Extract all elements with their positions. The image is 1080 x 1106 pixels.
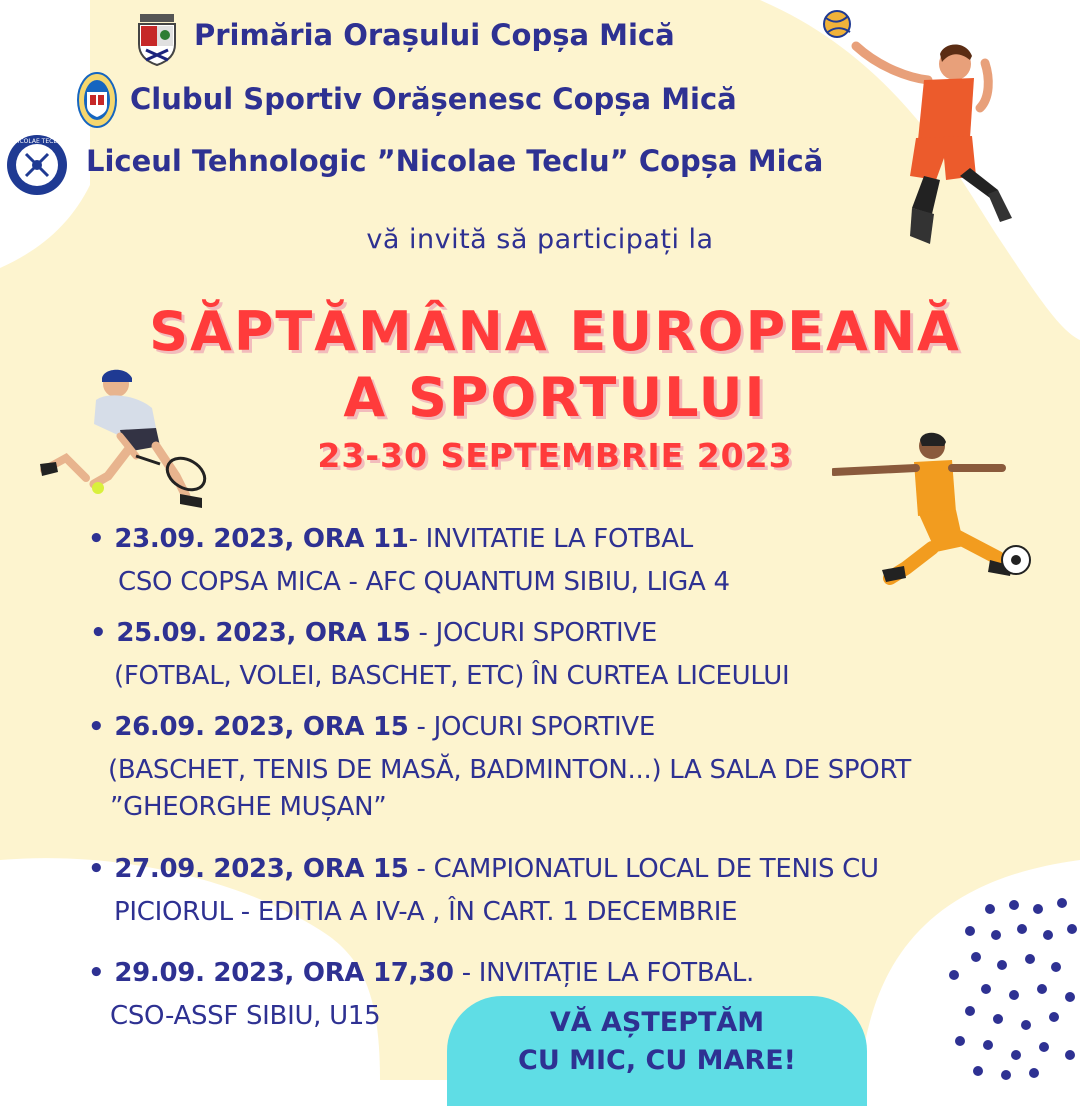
event-detail: (FOTBAL, VOLEI, BASCHET, ETC) ÎN CURTEA LICEULUI — [114, 661, 790, 691]
invite-text: vă invită să participați la — [366, 224, 714, 255]
event-date: 29.09. 2023, ORA 17,30 — [114, 958, 454, 988]
event-detail: ”GHEORGHE MUȘAN” — [110, 792, 387, 822]
event-date: 26.09. 2023, ORA 15 — [114, 712, 409, 742]
title-line2: A SPORTULUI — [343, 366, 767, 429]
bullet: • — [88, 524, 105, 554]
event-date: 23.09. 2023, ORA 11 — [114, 524, 409, 554]
cta-line1: VĂ AȘTEPTĂM — [549, 1007, 765, 1038]
volleyball-player-icon — [820, 8, 1020, 253]
bullet: • — [88, 854, 105, 884]
event-item — [90, 612, 789, 698]
event-title: - JOCURI SPORTIVE — [410, 618, 657, 648]
sports-club-crest-icon — [77, 72, 117, 128]
event-item — [88, 706, 911, 829]
bullet: • — [90, 618, 107, 648]
event-item — [88, 848, 879, 934]
event-title: - JOCURI SPORTIVE — [408, 712, 655, 742]
organizer-town-hall: Primăria Orașului Copșa Mică — [194, 18, 675, 52]
event-date: 25.09. 2023, ORA 15 — [116, 618, 411, 648]
event-date: 27.09. 2023, ORA 15 — [114, 854, 409, 884]
bullet: • — [88, 958, 105, 988]
title-line1: SĂPTĂMÂNA EUROPEANĂ — [149, 300, 961, 363]
dots-pattern-icon — [930, 895, 1080, 1080]
event-detail: (BASCHET, TENIS DE MASĂ, BADMINTON...) LA SALA DE SPORT — [108, 755, 911, 785]
cta-text — [447, 1004, 867, 1080]
school-crest-icon — [6, 134, 68, 196]
event-title: - INVITAȚIE LA FOTBAL. — [453, 958, 754, 988]
svg-text:NICOLAE TECLU: NICOLAE TECLU — [13, 138, 61, 145]
event-detail: CSO-ASSF SIBIU, U15 — [110, 1001, 381, 1031]
organizer-sports-club: Clubul Sportiv Orășenesc Copșa Mică — [130, 82, 737, 116]
event-item — [88, 518, 730, 604]
event-dates: 23-30 SEPTEMBRIE 2023 — [317, 436, 793, 475]
event-title: - CAMPIONATUL LOCAL DE TENIS CU — [408, 854, 879, 884]
town-crest-icon — [136, 14, 178, 66]
event-title: - INVITATIE LA FOTBAL — [408, 524, 693, 554]
cta-line2: CU MIC, CU MARE! — [518, 1045, 796, 1076]
bullet: • — [88, 712, 105, 742]
event-detail: PICIORUL - EDITIA A IV-A , ÎN CART. 1 DECEMBRIE — [114, 897, 738, 927]
organizer-school: Liceul Tehnologic ”Nicolae Teclu” Copșa Mică — [86, 144, 824, 178]
event-detail: CSO COPSA MICA - AFC QUANTUM SIBIU, LIGA 4 — [118, 567, 730, 597]
